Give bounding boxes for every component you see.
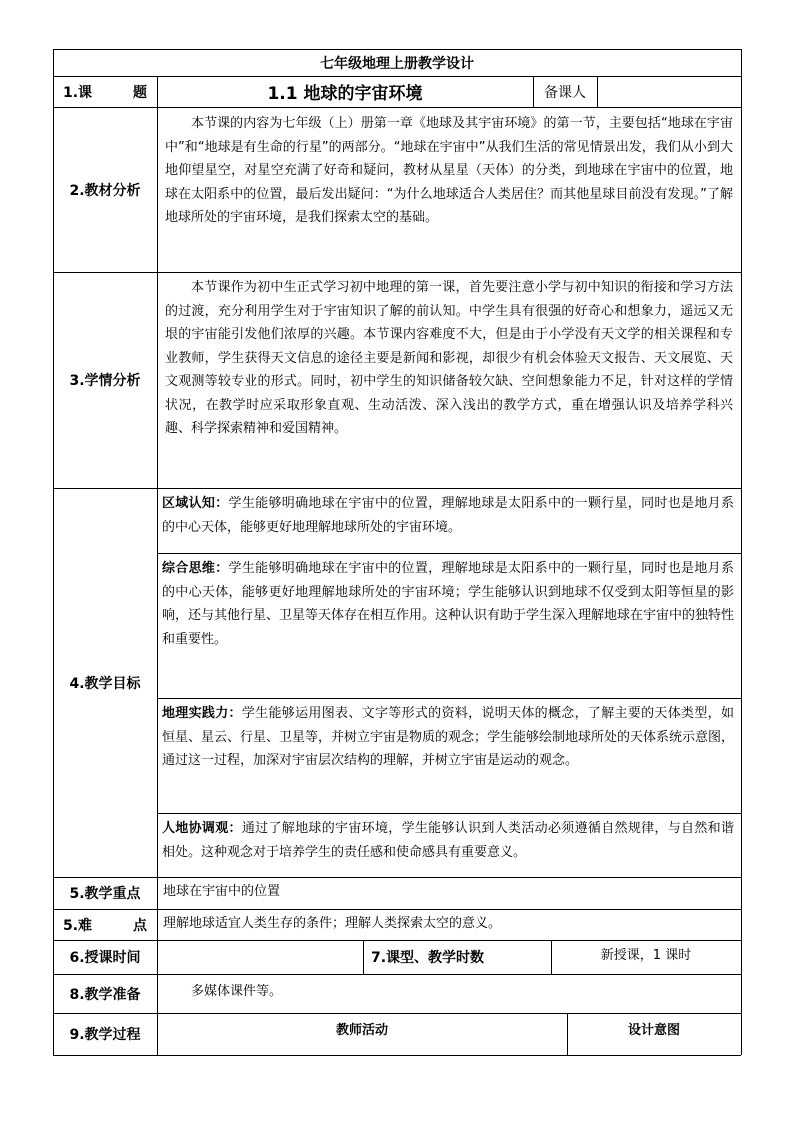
difficulty-label-start: 5.难 [63,917,93,934]
teacher-activity-header: 教师活动 [335,1022,388,1038]
goal-geographic-practice [162,702,734,773]
design-intent-header: 设计意图 [627,1022,680,1038]
goal-heading: 人地协调观： [162,821,242,836]
teaching-prep-label: 8.教学准备 [69,986,141,1003]
key-focus-value: 地球在宇宙中的位置 [163,884,281,899]
goal-text: 学生能够运用图表、文字等形式的资料，说明天体的概念，了解主要的天体类型，如恒星、星云、行星、卫星等，并树立宇宙是物质的观念；学生能够绘制地球所处的天体系统示意图，通过这一过程，加深对宇宙层次结构的理解，并树立宇宙是运动的观念。 [162,706,735,768]
teaching-time-label: 6.授课时间 [69,950,141,966]
difficulty-value: 理解地球适宜人类生存的条件；理解人类探索太空的意义。 [163,916,502,931]
difficulty-label-end: 点 [133,917,147,934]
table-rule [157,553,741,554]
table-column-rule [157,76,158,1055]
table-border-bottom [53,1055,741,1056]
table-border-right [741,49,742,1055]
preparer-value [597,76,741,107]
goal-text: 学生能够明确地球在宇宙中的位置，理解地球是太阳系中的一颗行星，同时也是地月系的中心天体，能够更好地理解地球所处的宇宙环境；学生能够认识到地球不仅受到太阳等恒星的影响，还与其他行星、卫星等天体存在相互作用。这种认识有助于学生深入理解地球在宇宙中的独特性和重要性。 [162,561,735,647]
goal-heading: 区域认知： [162,496,229,511]
goal-human-nature-harmony [162,817,734,864]
learner-analysis-label: 3.学情分析 [69,373,141,389]
document-title: 七年级地理上册教学设计 [320,55,474,72]
table-rule [157,813,741,814]
goal-heading: 综合思维： [162,561,229,576]
teaching-goals-label: 4.教学目标 [69,675,141,692]
topic-label [63,76,147,107]
preparer-label: 备课人 [544,84,586,101]
learner-analysis-text: 本节课作为初中生正式学习初中地理的第一课，首先要注意小学与初中知识的衔接和学习方法的过渡，充分利用学生对于宇宙知识了解的前认知。中学生具有很强的好奇心和想象力，遥远又无垠的宇宙能引发他们浓厚的兴趣。本节课内容难度不大，但是由于小学没有天文学的相关课程和专业教师，学生获得天文信息的途径主要是新闻和影视，却很少有机会体验天文报告、天文展览、天文观测等较专业的形式。同时，初中学生的知识储备较欠缺、空间想象能力不足，针对这样的学情状况，在教学时应采取形象直观、生动活泼、深入浅出的教学方式，重在增强认识及培养学科兴趣、科学探索精神和爱国精神。 [165,280,733,436]
lesson-type-value: 新授课，1 课时 [600,948,692,963]
table-rule [157,698,741,699]
goal-integrated-thinking [162,557,734,651]
lesson-topic: 1.1 地球的宇宙环境 [267,84,423,104]
teaching-process-label: 9.教学过程 [69,1027,141,1043]
goal-heading: 地理实践力： [162,706,242,721]
textbook-analysis-label: 2.教材分析 [69,182,141,199]
goal-text: 学生能够明确地球在宇宙中的位置，理解地球是太阳系中的一颗行星，同时也是地月系的中心天体，能够更好地理解地球所处的宇宙环境。 [162,496,734,535]
lesson-type-label: 7.课型、教学时数 [371,950,485,966]
topic-label-end: 题 [133,84,147,101]
key-focus-label: 5.教学重点 [69,886,141,902]
goal-text: 通过了解地球的宇宙环境，学生能够认识到人类活动必须遵循自然规律，与自然和谐相处。这种观念对于培养学生的责任感和使命感具有重要意义。 [162,821,734,860]
topic-label-start: 1.课 [63,84,93,101]
teaching-prep-value: 多媒体课件等。 [191,984,283,999]
goal-regional-cognition [162,492,734,539]
difficulty-label [63,909,147,940]
textbook-analysis-text: 本节课的内容为七年级（上）册第一章《地球及其宇宙环境》的第一节，主要包括“地球在宇宙中”和“地球是有生命的行星”的两部分。“地球在宇宙中”从我们生活的常见情景出发，我们从小到大地仰望星空，对星空充满了好奇和疑问，教材从星星（天体）的分类，到地球在宇宙中的位置，地球在太阳系中的位置，最后发出疑问：“为什么地球适合人类居住？而其他星球目前没有发现。”了解地球所处的宇宙环境，是我们探索太空的基础。 [165,116,733,225]
